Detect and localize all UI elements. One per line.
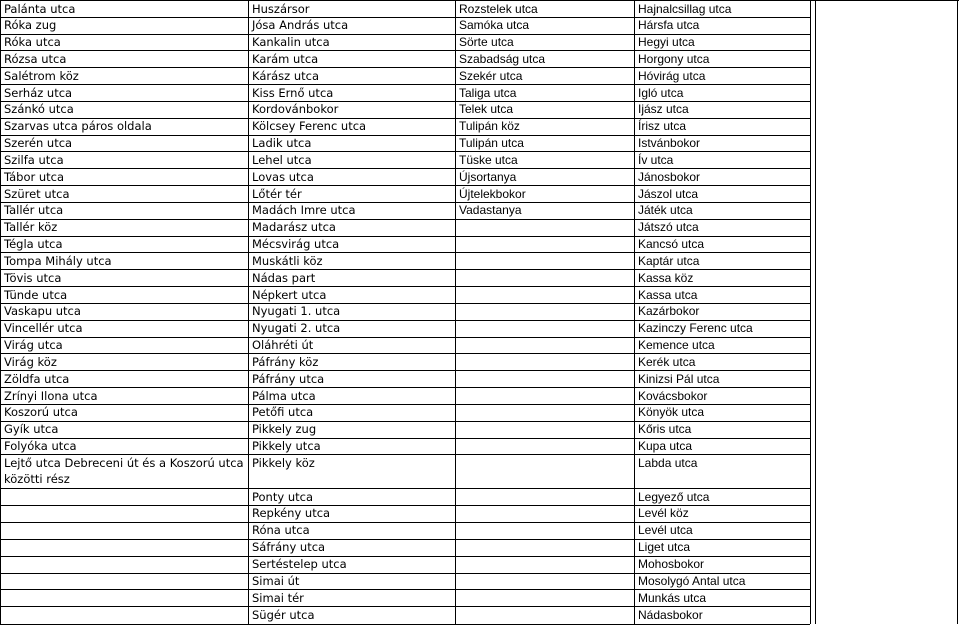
- street-name-cell: Szerén utca: [4, 136, 73, 151]
- street-name-cell: Játszó utca: [638, 220, 699, 235]
- grid-horizontal-line: [455, 337, 634, 338]
- grid-horizontal-line: [455, 606, 634, 607]
- street-name-cell: Ív utca: [638, 152, 674, 167]
- street-name-cell: Jászol utca: [638, 186, 699, 201]
- grid-vertical-line: [815, 0, 816, 624]
- street-name-cell: Munkás utca: [638, 590, 707, 605]
- grid-horizontal-line: [634, 151, 810, 152]
- grid-horizontal-line: [455, 353, 634, 354]
- street-name-cell: Kazárbokor: [638, 304, 700, 319]
- street-name-cell: Páfrány utca: [252, 371, 325, 386]
- grid-horizontal-line: [455, 556, 634, 557]
- street-name-cell: Szabadság utca: [459, 51, 546, 66]
- street-name-cell: Mécsvirág utca: [252, 237, 340, 252]
- grid-horizontal-line: [0, 556, 248, 557]
- street-name-cell: Sügér utca: [252, 607, 315, 622]
- street-name-cell: Pikkely utca: [252, 439, 321, 454]
- grid-horizontal-line: [248, 353, 455, 354]
- street-name-cell: Telek utca: [459, 102, 514, 117]
- street-name-cell: Róka zug: [4, 18, 57, 33]
- street-name-cell: Huszársor: [252, 1, 310, 16]
- grid-horizontal-line: [455, 438, 634, 439]
- street-name-cell: Kazinczy Ferenc utca: [638, 321, 753, 336]
- street-name-cell: Horgony utca: [638, 51, 710, 66]
- street-name-cell: Tulipán köz: [459, 119, 520, 134]
- street-name-cell: Ladik utca: [252, 136, 312, 151]
- grid-horizontal-line: [248, 252, 455, 253]
- street-name-cell: Oláhréti út: [252, 338, 314, 353]
- street-name-cell: Simai út: [252, 574, 300, 588]
- grid-horizontal-line: [0, 606, 248, 607]
- street-name-cell: Zöldfa utca: [4, 371, 70, 386]
- grid-horizontal-line: [634, 454, 810, 455]
- grid-horizontal-line: [455, 505, 634, 506]
- street-name-cell: Sertéstelep utca: [252, 557, 347, 572]
- street-name-cell: Sáfrány utca: [252, 540, 326, 555]
- grid-horizontal-line: [455, 387, 634, 388]
- street-name-cell: Tünde utca: [4, 287, 68, 302]
- grid-horizontal-line: [455, 522, 634, 523]
- grid-horizontal-line: [455, 589, 634, 590]
- grid-horizontal-line: [0, 50, 248, 51]
- grid-vertical-line: [957, 0, 958, 624]
- street-name-cell: Kőris utca: [638, 422, 692, 437]
- street-name-cell: Kancsó utca: [638, 237, 705, 252]
- street-name-cell: Kölcsey Ferenc utca: [252, 119, 367, 134]
- street-name-cell: Szekér utca: [459, 68, 523, 83]
- grid-horizontal-line: [0, 589, 248, 590]
- street-name-cell: Tompa Mihály utca: [4, 253, 112, 268]
- street-name-cell: Kaptár utca: [638, 253, 700, 268]
- street-name-cell: Vadastanya: [459, 203, 522, 218]
- grid-horizontal-line: [248, 50, 455, 51]
- street-name-cell: Rozstelek utca: [459, 1, 538, 16]
- street-name-cell: Páfrány köz: [252, 354, 319, 369]
- street-name-cell: Tallér köz: [4, 220, 58, 235]
- grid-horizontal-line: [248, 454, 455, 455]
- street-name-cell: Jánosbokor: [638, 169, 701, 184]
- grid-horizontal-line: [455, 539, 634, 540]
- street-name-cell: Hegyi utca: [638, 35, 695, 50]
- grid-horizontal-line: [455, 454, 634, 455]
- street-name-cell: Lovas utca: [252, 169, 314, 184]
- grid-horizontal-line: [0, 488, 248, 489]
- street-name-cell: Rózsa utca: [4, 51, 67, 66]
- grid-horizontal-line: [455, 421, 634, 422]
- street-name-cell: Madarász utca: [252, 220, 336, 235]
- grid-horizontal-line: [0, 151, 248, 152]
- street-name-cell: Karám utca: [252, 51, 319, 66]
- street-name-cell: Írisz utca: [638, 119, 687, 134]
- street-name-cell: Hársfa utca: [638, 18, 700, 33]
- grid-horizontal-line: [455, 252, 634, 253]
- street-name-cell: Repkény utca: [252, 506, 331, 521]
- grid-horizontal-line: [0, 252, 248, 253]
- street-name-cell: Legyező utca: [638, 489, 710, 504]
- street-name-cell: Pálma utca: [252, 388, 316, 403]
- street-name-cell: Újtelekbokor: [459, 186, 526, 201]
- street-name-cell: Népkert utca: [252, 287, 327, 302]
- street-name-cell: Labda utca: [638, 456, 698, 471]
- street-name-cell: Mohosbokor: [638, 557, 705, 572]
- street-name-cell: Simai tér: [252, 590, 304, 605]
- street-name-cell: Lehel utca: [252, 152, 312, 167]
- grid-horizontal-line: [248, 151, 455, 152]
- grid-horizontal-line: [0, 353, 248, 354]
- street-name-cell: Tégla utca: [4, 237, 63, 252]
- street-name-cell: Vincellér utca: [4, 321, 83, 336]
- street-name-cell: Istvánbokor: [638, 136, 701, 151]
- grid-horizontal-line: [0, 573, 248, 574]
- street-name-cell: Szilfa utca: [4, 152, 64, 167]
- street-name-cell: Kiss Ernő utca: [252, 85, 334, 100]
- grid-horizontal-line: [634, 252, 810, 253]
- street-name-cell: Nádasbokor: [638, 607, 703, 622]
- grid-horizontal-line: [0, 522, 248, 523]
- street-name-cell: Samóka utca: [459, 18, 530, 33]
- grid-horizontal-line: [455, 236, 634, 237]
- street-name-cell: Liget utca: [638, 540, 691, 555]
- street-name-cell: Taliga utca: [459, 85, 517, 100]
- grid-vertical-line: [810, 0, 811, 624]
- street-name-cell: Nyugati 2. utca: [252, 321, 341, 336]
- street-name-cell: Tulipán utca: [459, 136, 524, 151]
- street-name-cell: Koszorú utca: [4, 405, 78, 420]
- grid-horizontal-line: [455, 320, 634, 321]
- street-name-cell: Játék utca: [638, 203, 693, 218]
- grid-horizontal-line: [634, 353, 810, 354]
- grid-horizontal-line: [455, 370, 634, 371]
- grid-horizontal-line: [455, 219, 634, 220]
- street-name-cell: Szüret utca: [4, 186, 70, 201]
- street-name-cell: Nyugati 1. utca: [252, 304, 341, 319]
- street-name-cell: Ijász utca: [638, 102, 689, 117]
- street-name-cell: Ponty utca: [252, 489, 313, 504]
- street-name-cell: Levél utca: [638, 523, 693, 538]
- street-name-cell: Tallér utca: [4, 203, 64, 218]
- street-name-cell: Salétrom köz: [4, 68, 79, 83]
- grid-horizontal-line: [455, 303, 634, 304]
- street-name-cell: Sörte utca: [459, 35, 514, 50]
- street-name-cell: Szarvas utca páros oldala: [4, 119, 152, 134]
- street-name-cell: Szánkó utca: [4, 102, 74, 117]
- street-name-cell: Róna utca: [252, 523, 310, 538]
- street-name-cell: Kupa utca: [638, 439, 693, 454]
- grid-horizontal-line: [634, 50, 810, 51]
- street-name-cell: Tövis utca: [4, 270, 62, 285]
- grid-horizontal-line: [0, 505, 248, 506]
- street-name-cell: Róka utca: [4, 35, 61, 50]
- street-name-cell: Kankalin utca: [252, 35, 330, 50]
- street-name-cell: Madách Imre utca: [252, 203, 356, 218]
- street-name-cell: Folyóka utca: [4, 439, 77, 454]
- street-name-cell: Kordovánbokor: [252, 102, 339, 117]
- street-name-cell: Levél köz: [638, 506, 689, 521]
- street-name-cell: Kassa utca: [638, 287, 698, 302]
- street-name-cell: Mosolygó Antal utca: [638, 574, 746, 588]
- street-name-cell: Vaskapu utca: [4, 304, 81, 319]
- street-name-cell: Nádas part: [252, 270, 316, 285]
- street-name-cell: Hóvirág utca: [638, 68, 706, 83]
- grid-horizontal-line: [455, 573, 634, 574]
- street-name-cell: Gyík utca: [4, 422, 59, 437]
- street-name-cell: Virág köz: [4, 354, 57, 369]
- street-name-cell: Kassa köz: [638, 270, 694, 285]
- street-name-cell: Kemence utca: [638, 338, 715, 353]
- grid-horizontal-line: [455, 286, 634, 287]
- street-name-cell: Tábor utca: [4, 169, 65, 184]
- street-name-cell: Muskátli köz: [252, 253, 323, 268]
- street-name-cell: Virág utca: [4, 338, 63, 353]
- grid-horizontal-line: [455, 269, 634, 270]
- street-name-cell: Újsortanya: [459, 169, 517, 184]
- street-name-cell: Kovácsbokor: [638, 388, 708, 403]
- grid-horizontal-line: [455, 50, 634, 51]
- street-name-cell: Tüske utca: [459, 152, 518, 167]
- grid-horizontal-line: [634, 589, 810, 590]
- street-name-cell: Jósa András utca: [252, 18, 349, 33]
- street-name-cell: Kinizsi Pál utca: [638, 371, 720, 386]
- street-name-cell: Igló utca: [638, 85, 684, 100]
- grid-horizontal-line: [0, 539, 248, 540]
- street-name-cell: Zrínyi Ilona utca: [4, 388, 98, 403]
- street-name-cell: Könyök utca: [638, 405, 705, 420]
- street-name-cell: Hajnalcsillag utca: [638, 1, 732, 16]
- grid-horizontal-line: [455, 488, 634, 489]
- street-name-cell: Serház utca: [4, 85, 73, 100]
- street-name-cell: Pikkely zug: [252, 422, 317, 437]
- grid-horizontal-line: [455, 151, 634, 152]
- street-name-cell: Lőtér tér: [252, 186, 302, 201]
- street-name-cell: Lejtő utca Debreceni út és a Koszorú utca közötti rész: [4, 456, 244, 487]
- street-name-cell: Kárász utca: [252, 68, 320, 83]
- street-name-cell: Kerék utca: [638, 354, 696, 369]
- street-name-cell: Petőfi utca: [252, 405, 314, 420]
- street-name-cell: Pikkely köz: [252, 456, 315, 471]
- street-name-cell: Palánta utca: [4, 1, 76, 16]
- grid-horizontal-line: [248, 589, 455, 590]
- grid-horizontal-line: [455, 404, 634, 405]
- grid-top-border: [0, 0, 959, 1]
